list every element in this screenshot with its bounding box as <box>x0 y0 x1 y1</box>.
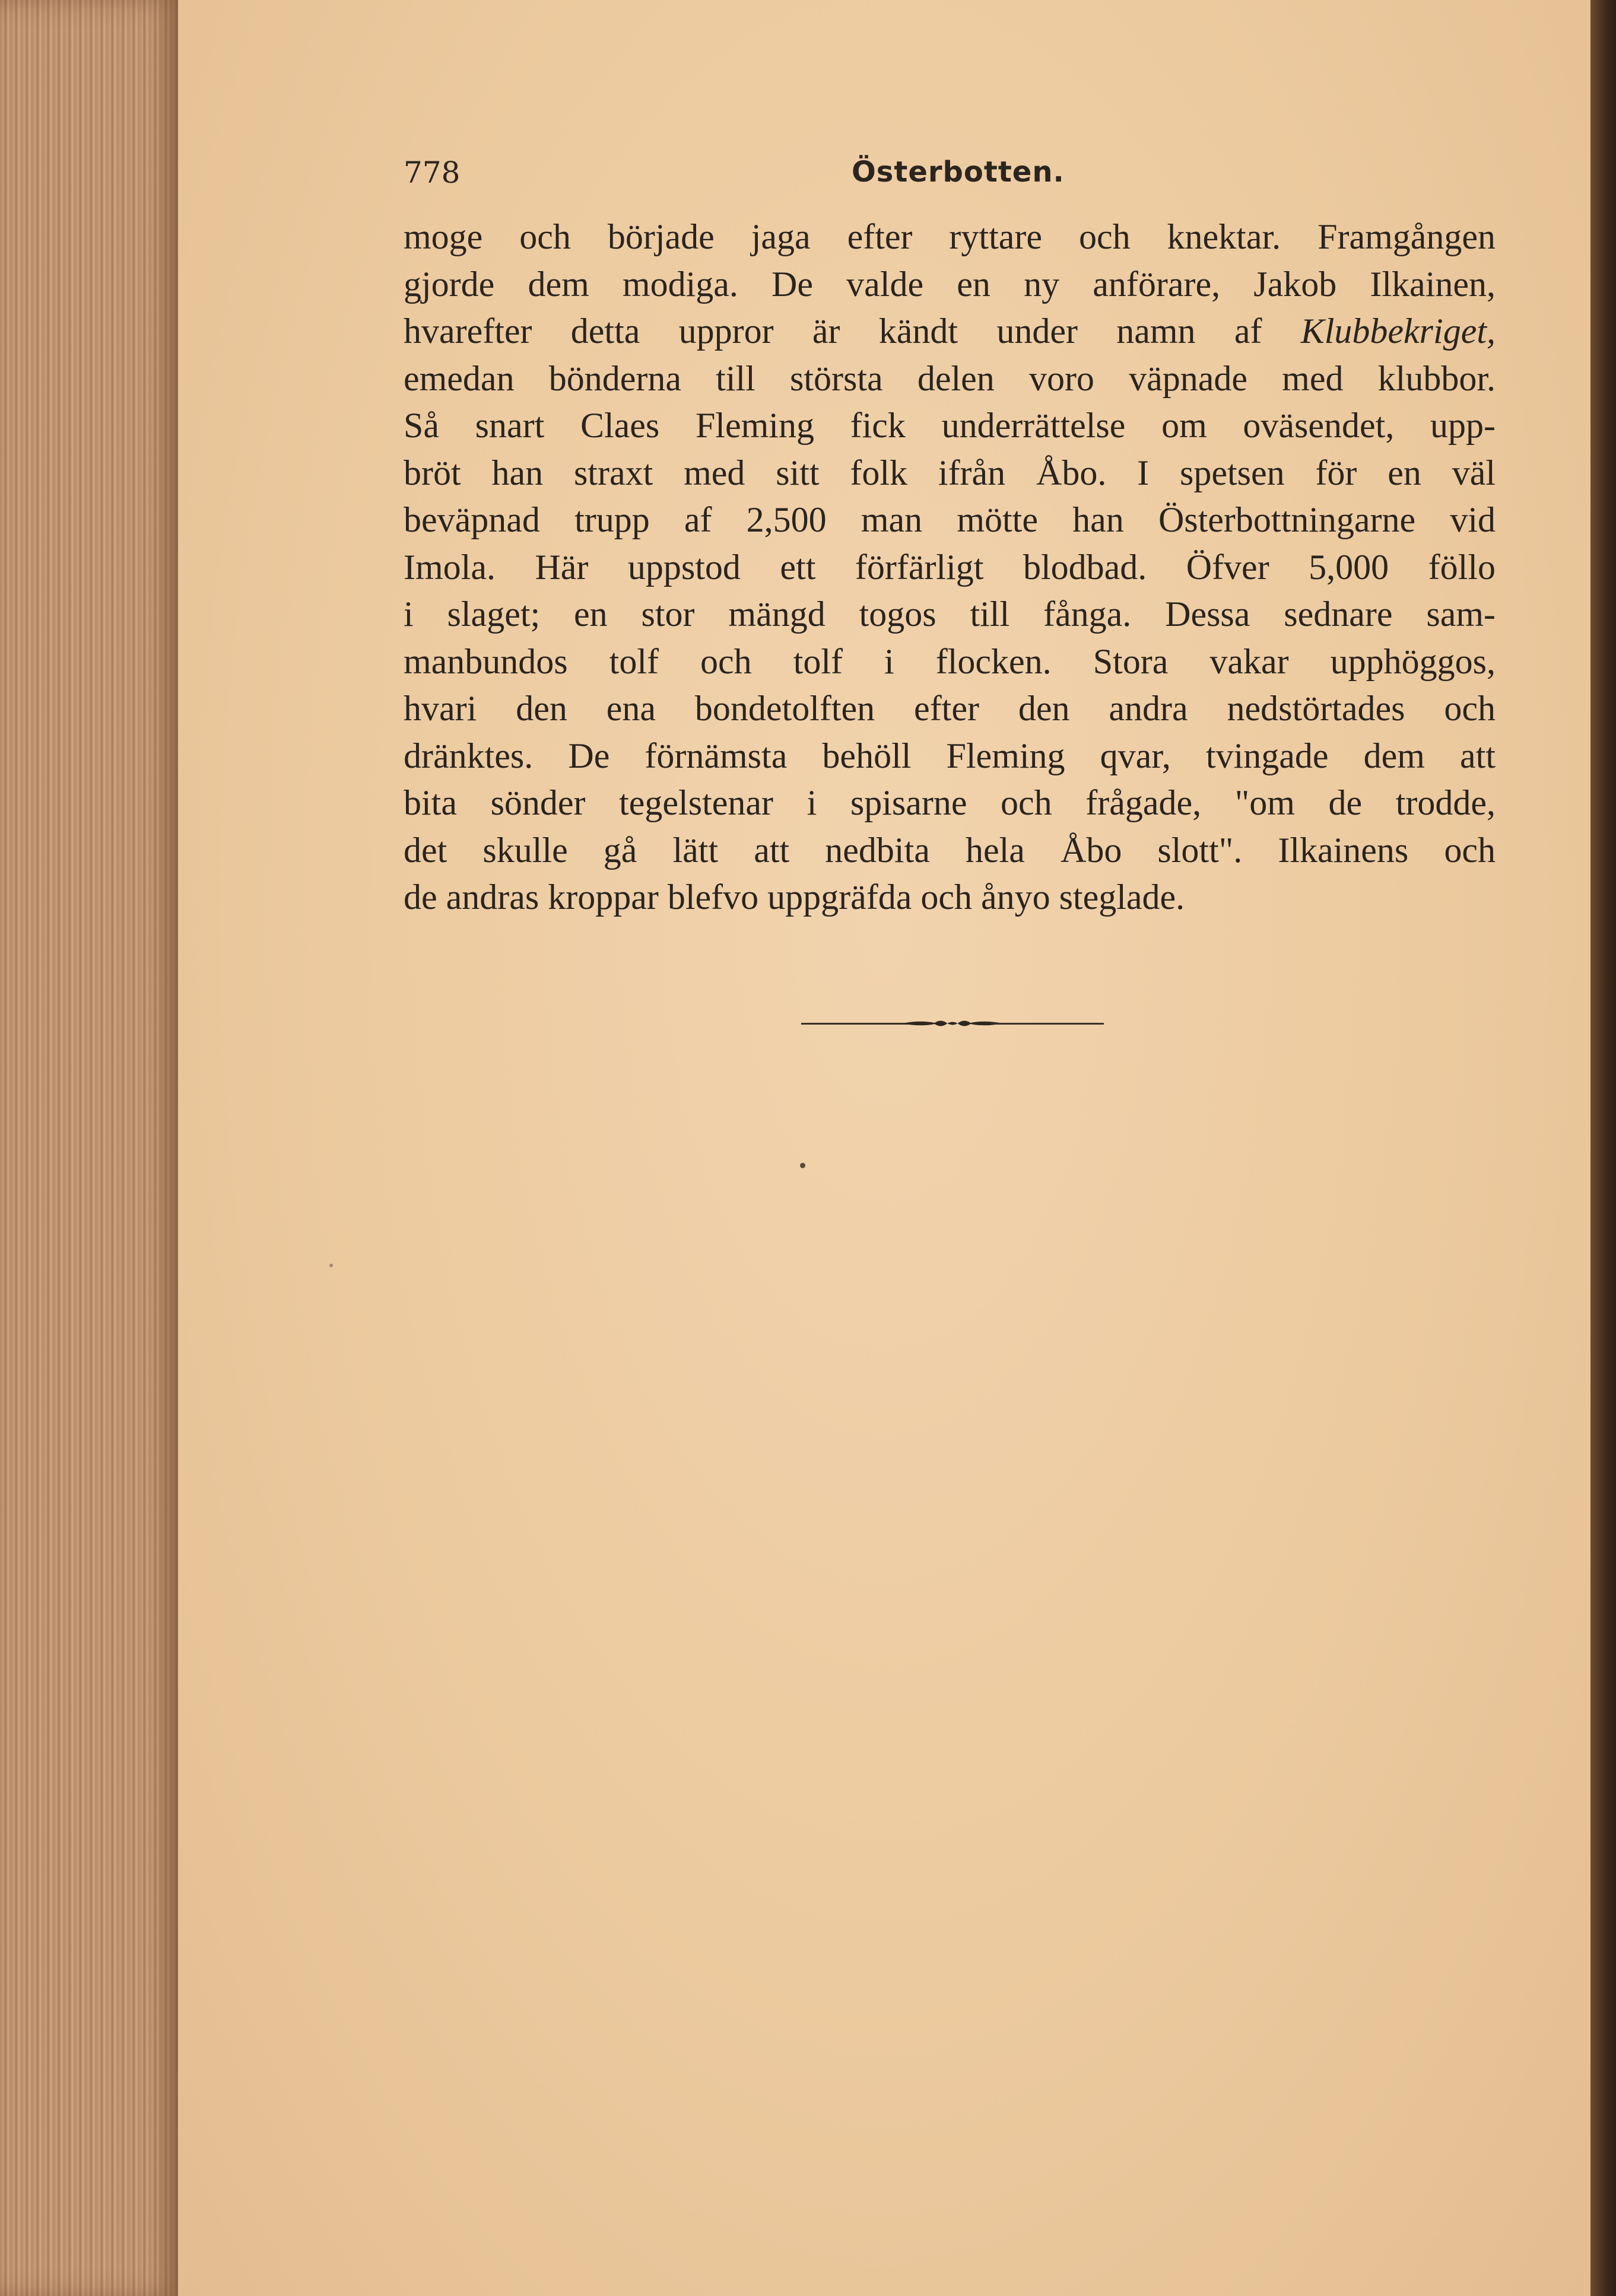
text-line: manbundos tolf och tolf i flocken. Stora vakar upphöggos, <box>404 641 1496 681</box>
ornament-rule-right <box>991 1023 1104 1025</box>
text-line: dränktes. De förnämsta behöll Fleming qvar, tvingade dem att <box>404 736 1496 775</box>
paper-speck <box>800 1163 805 1168</box>
italic-term: Klubbekriget, <box>1300 311 1496 351</box>
body-paragraph <box>404 214 1496 921</box>
text-line: bita sönder tegelstenar i spisarne och frågade, "om de trodde, <box>404 783 1496 822</box>
page-header <box>404 155 1501 203</box>
book-page-edges <box>0 0 178 2296</box>
text-line: Så snart Claes Fleming fick underrättelse om oväsendet, upp- <box>404 406 1496 445</box>
text-line: hvari den ena bondetolften efter den andra nedstörtades och <box>404 689 1496 728</box>
ornament-flourish-icon <box>902 1016 1003 1031</box>
book-binding-edge <box>1590 0 1616 2296</box>
end-ornament <box>801 1012 1104 1035</box>
text-line-with-italic <box>404 308 1496 355</box>
text-line: i slaget; en stor mängd togos till fånga. Dessa sednare sam- <box>404 594 1496 634</box>
text-line: hvarefter detta uppror är kändt under namn af <box>404 311 1301 351</box>
text-line: moge och började jaga efter ryttare och knektar. Framgången <box>404 217 1496 256</box>
text-line: beväpnad trupp af 2,500 man mötte han Österbottningarne vid <box>404 500 1496 539</box>
paper-speck <box>329 1264 333 1267</box>
running-head: Österbotten. <box>852 155 1065 189</box>
text-line: Imola. Här uppstod ett förfärligt blodbad. Öfver 5,000 föllo <box>404 547 1496 587</box>
page-number: 778 <box>404 155 461 190</box>
text-line: bröt han straxt med sitt folk ifrån Åbo. I spetsen för en väl <box>404 453 1496 492</box>
text-line: de andras kroppar blefvo uppgräfda och ånyo steglade. <box>404 877 1185 917</box>
text-line: det skulle gå lätt att nedbita hela Åbo slott". Ilkainens och <box>404 830 1496 870</box>
ornament-rule-left <box>801 1023 914 1025</box>
text-line: gjorde dem modiga. De valde en ny anförare, Jakob Ilkainen, <box>404 264 1496 304</box>
text-line: emedan bönderna till största delen voro väpnade med klubbor. <box>404 358 1496 398</box>
